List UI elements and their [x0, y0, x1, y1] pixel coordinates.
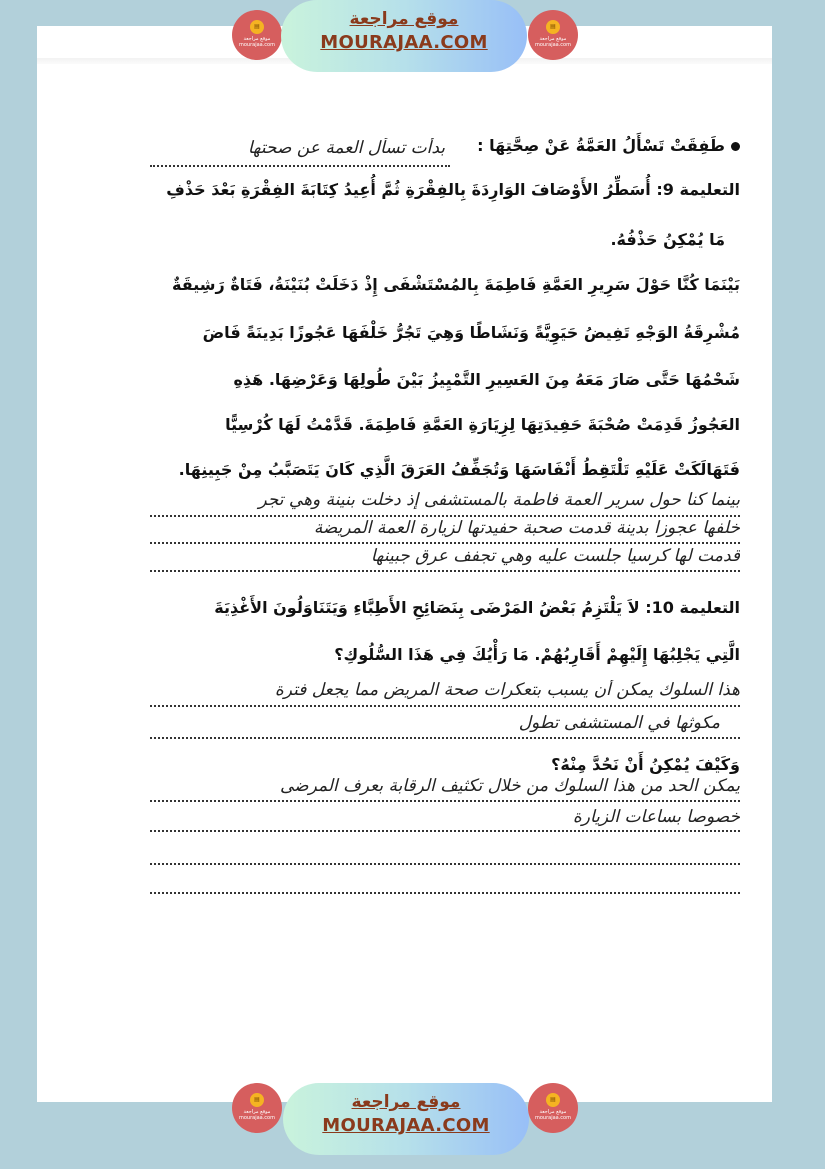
- handwritten-answer-9: بينما كنا حول سرير العمة فاطمة بالمستشفى إذ دخلت بنينة وهي تجر: [258, 490, 740, 510]
- answer-line: [150, 705, 740, 707]
- instruction-9: التعليمة 9: أُسَطِّرُ الأَوْصَافَ الوَارِدَةَ بِالفِقْرَةِ ثُمَّ أُعِيدُ كِتَابَةَ الفِقْرَةِ بَعْدَ حَذْفِ: [166, 180, 740, 199]
- banner-site-url[interactable]: MOURAJAA.COM: [322, 1115, 490, 1136]
- paragraph-line: مُشْرِقَةُ الوَجْهِ تَفِيضُ حَيَوِيَّةً وَنَشَاطًا وَهِيَ تَجُرُّ خَلْفَهَا عَجُوزًا بَدِينَةً فَاضَ: [202, 323, 740, 342]
- instruction-10-line2: الَّتِي يَجْلِبُهَا إِلَيْهِمْ أَقَارِبُهُمْ. مَا رَأْيُكَ فِي هَذَا السُّلُوكِ؟: [334, 645, 740, 664]
- book-icon: ▤: [546, 1093, 560, 1107]
- handwritten-answer-10b: خصوصا بساعات الزيارة: [572, 807, 740, 827]
- answer-line: [150, 863, 740, 865]
- logo-badge-left: ▤ موقع مراجعة mourajaa.com: [232, 10, 282, 60]
- book-icon: ▤: [250, 1093, 264, 1107]
- paragraph-line: العَجُوزُ قَدِمَتْ صُحْبَةَ حَفِيدَتِهَا لِزِيَارَةِ العَمَّةِ فَاطِمَةَ. قَدَّمْتُ لَهَا كُرْسِيًّا: [225, 415, 740, 434]
- intro-handwritten-answer: بدأت تسأل العمة عن صحتها: [247, 138, 445, 158]
- paragraph-line: بَيْنَمَا كُنَّا حَوْلَ سَرِيرِ العَمَّةِ فَاطِمَةَ بِالمُسْتَشْفَى إِذْ دَخَلَتْ بُنَيْنَةُ، فَتَاةٌ رَشِيقَةٌ: [172, 275, 740, 294]
- handwritten-answer-10b: يمكن الحد من هذا السلوك من خلال تكثيف الرقابة بعرف المرضى: [280, 776, 740, 796]
- answer-line: [150, 800, 740, 802]
- handwritten-answer-9: خلفها عجوزا بدينة قدمت صحبة حفيدتها لزيارة العمة المريضة: [313, 518, 740, 538]
- handwritten-answer-9: قدمت لها كرسيا جلست عليه وهي تجفف عرق جبينها: [370, 546, 740, 566]
- worksheet-content: [150, 130, 740, 910]
- banner-arabic-title: موقع مراجعة: [349, 9, 459, 29]
- answer-line: [150, 542, 740, 544]
- handwritten-answer-10: مكوثها في المستشفى تطول: [518, 713, 720, 733]
- handwritten-answer-10: هذا السلوك يمكن أن يسبب بتعكرات صحة المريض مما يجعل فترة: [274, 680, 740, 700]
- answer-line: [150, 515, 740, 517]
- instruction-10: التعليمة 10: لاَ يَلْتَزِمُ بَعْضُ المَرْضَى بِنَصَائِحِ الأَطِبَّاءِ وَيَتَنَاوَلُونَ الأَغْذِيَةَ: [214, 598, 740, 617]
- answer-line: [150, 737, 740, 739]
- answer-line: [150, 830, 740, 832]
- paragraph-line: شَحْمُهَا حَتَّى صَارَ مَعَهُ مِنَ العَسِيرِ التَّمْيِيزُ بَيْنَ طُولِهَا وَعَرْضِهَا. هَذِهِ: [233, 370, 740, 389]
- book-icon: ▤: [546, 20, 560, 34]
- intro-question: طَفِقَتْ تَسْأَلُ العَمَّةُ عَنْ صِحَّتِهَا :: [477, 136, 740, 155]
- answer-line: [150, 165, 450, 167]
- banner-arabic-title: موقع مراجعة: [351, 1092, 461, 1112]
- logo-badge-left: ▤ موقع مراجعة mourajaa.com: [232, 1083, 282, 1133]
- book-icon: ▤: [250, 20, 264, 34]
- site-banner-footer[interactable]: [283, 1083, 529, 1155]
- answer-line: [150, 892, 740, 894]
- bullet-icon: [731, 142, 740, 151]
- logo-badge-right: ▤ موقع مراجعة mourajaa.com: [528, 10, 578, 60]
- logo-badge-right: ▤ موقع مراجعة mourajaa.com: [528, 1083, 578, 1133]
- instruction-9-line2: مَا يُمْكِنُ حَذْفُهُ.: [610, 230, 725, 249]
- answer-line: [150, 570, 740, 572]
- instruction-10-question2: وَكَيْفَ يُمْكِنُ أَنْ نَحُدَّ مِنْهُ؟: [551, 755, 740, 774]
- paragraph-line: فَتَهَالَكَتْ عَلَيْهِ تَلْتَقِطُ أَنْفَاسَهَا وَتُجَفِّفُ العَرَقَ الَّذِي كَانَ يَتَصَبَّبُ مِنْ جَبِينِهَا.: [178, 460, 740, 479]
- site-banner-header[interactable]: [281, 0, 527, 72]
- banner-site-url[interactable]: MOURAJAA.COM: [320, 32, 488, 53]
